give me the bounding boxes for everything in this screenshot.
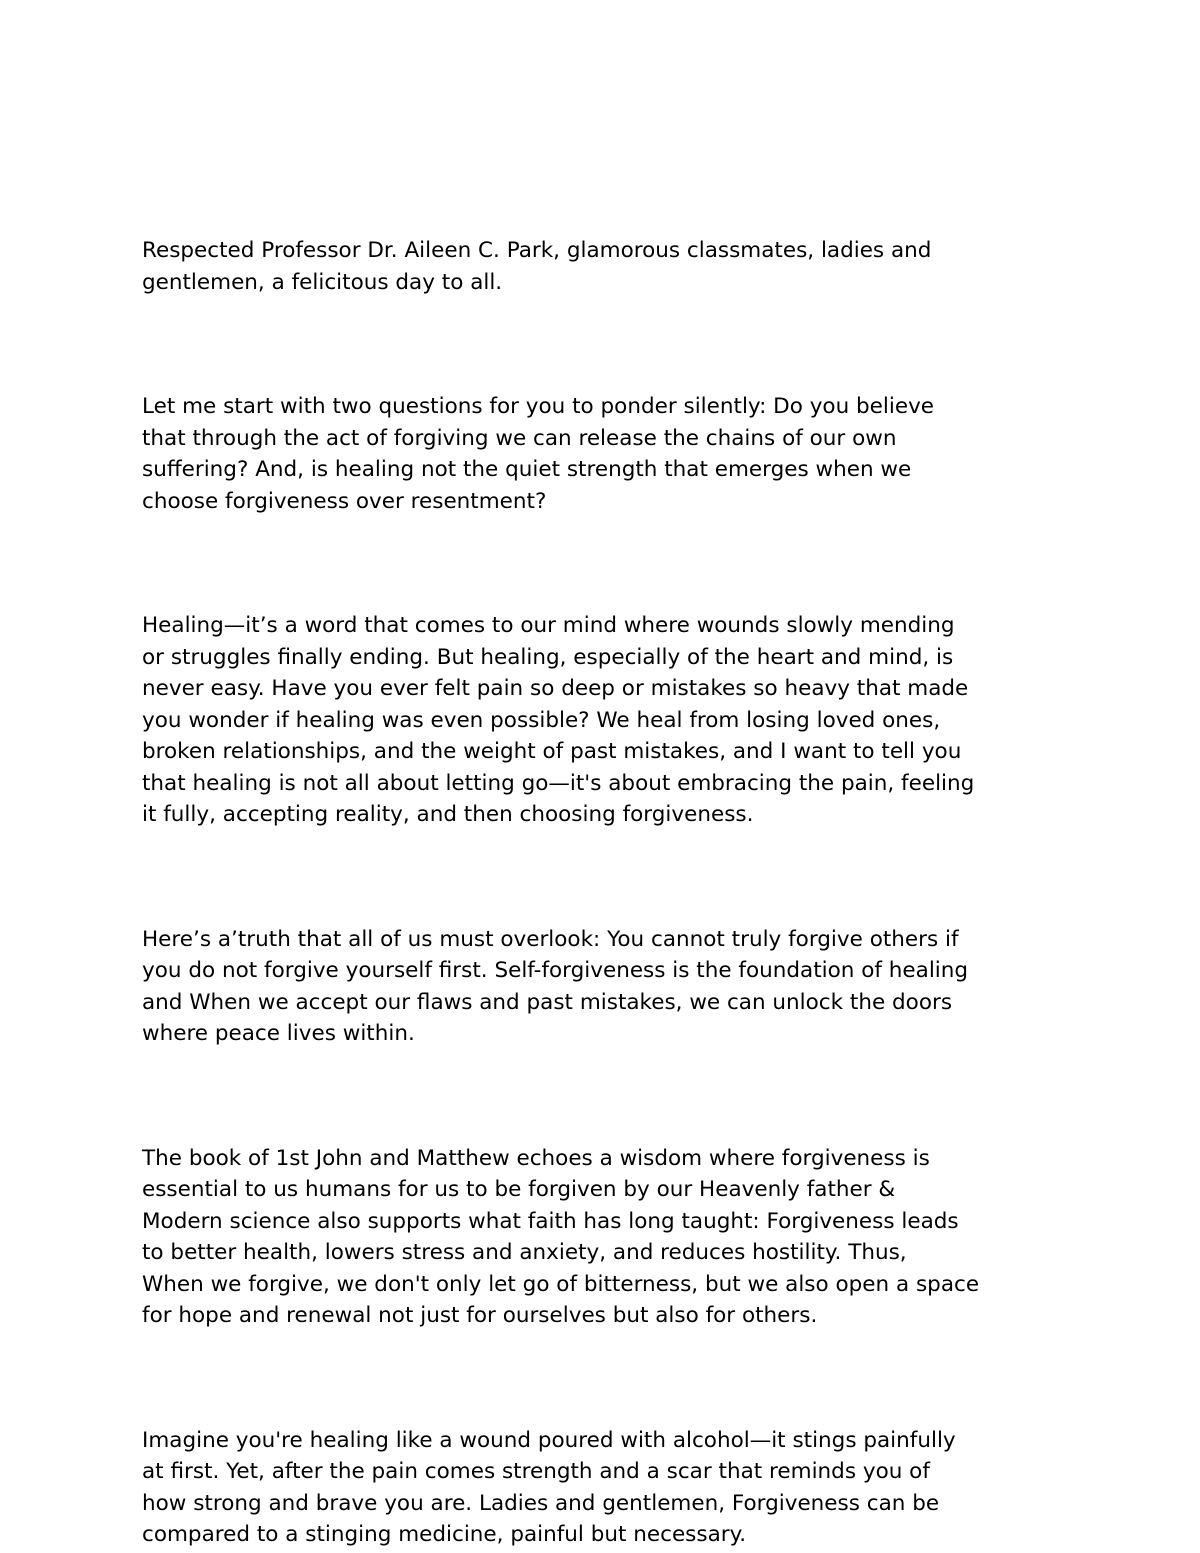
paragraph-greeting: Respected Professor Dr. Aileen C. Park, glamorous classmates, ladies and gentlemen, a felicitous day to all. bbox=[142, 238, 932, 295]
paragraph-healing: Healing—it’s a word that comes to our mind where wounds slowly mending or struggles finally ending. But healing, especially of the heart and mind, is never easy. Have you ever felt pain so deep or mistakes so heavy that made you wonder if healing was even possible? We heal from losing loved ones, broken relationships, and the weight of past mistakes, and I want to tell you that healing is not all about letting go—it's about embracing the pain, feeling it fully, accepting reality, and then choosing forgiveness. bbox=[142, 613, 975, 827]
document-body bbox=[142, 235, 1072, 1551]
paragraph-conclusion: Imagine you're healing like a wound poured with alcohol—it stings painfully at first. Yet, after the pain comes strength and a scar that reminds you of how strong and brave you are. Ladies and gentlemen, Forgiveness can be compared to a stinging medicine, painful but necessary. bbox=[142, 1427, 956, 1547]
paragraph-self-forgiveness: Here’s a’truth that all of us must overlook: You cannot truly forgive others if you do not forgive yourself first. Self-forgiveness is the foundation of healing and When we accept our flaws and past mistakes, we can unlock the doors where peace lives within. bbox=[142, 926, 969, 1046]
paragraph-faith-science: The book of 1st John and Matthew echoes a wisdom where forgiveness is essential to us humans for us to be forgiven by our Heavenly father & Modern science also supports what faith has long taught: Forgiveness leads to better health, lowers stress and anxiety, and reduces hostility. Thus, When we forgive, we don't only let go of bitterness, but we also open a space for hope and renewal not just for ourselves but also for others. bbox=[142, 1145, 980, 1328]
paragraph-questions: Let me start with two questions for you to ponder silently: Do you believe that through the act of forgiving we can release the chains of our own suffering? And, is healing not the quiet strength that emerges when we choose forgiveness over resentment? bbox=[142, 394, 935, 514]
